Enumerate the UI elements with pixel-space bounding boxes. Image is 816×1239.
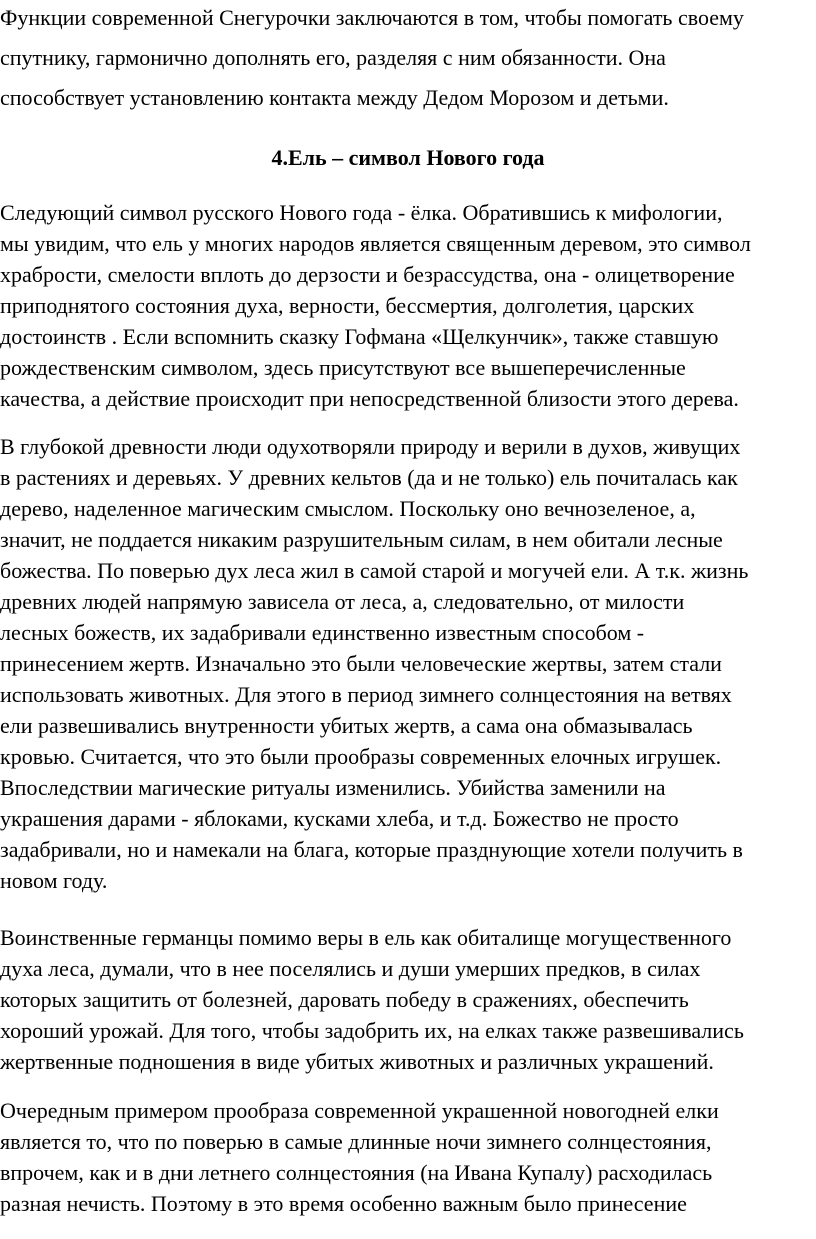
paragraph-line: достоинств . Если вспомнить сказку Гофмана «Щелкунчик», также ставшую — [0, 324, 719, 349]
paragraph-line: Следующий символ русского Нового года - ёлка. Обратившись к мифологии, — [0, 200, 723, 225]
paragraph-line: кровью. Считается, что это были прообразы современных елочных игрушек. — [0, 744, 722, 769]
paragraph-line: Воинственные германцы помимо веры в ель как обиталище могущественного — [0, 925, 732, 950]
section-heading: 4.Ель – символ Нового года — [271, 145, 545, 170]
paragraph-line: хороший урожай. Для того, чтобы задобрить их, на елках также развешивались — [0, 1018, 744, 1043]
paragraph-line: духа леса, думали, что в нее поселялись и души умерших предков, в силах — [0, 956, 701, 981]
paragraph-line: дерево, наделенное магическим смыслом. Поскольку оно вечнозеленое, а, — [0, 496, 696, 521]
paragraph-line: В глубокой древности люди одухотворяли природу и верили в духов, живущих — [0, 434, 741, 459]
paragraph-line: храбрости, смелости вплоть до дерзости и безрассудства, она - олицетворение — [0, 262, 735, 287]
paragraph-line: ели развешивались внутренности убитых жертв, а сама она обмазывалась — [0, 713, 693, 738]
paragraph-line: лесных божеств, их задабривали единственно известным способом - — [0, 620, 645, 645]
paragraph-line: мы увидим, что ель у многих народов является священным деревом, это символ — [0, 231, 751, 256]
paragraph-line: Впоследствии магические ритуалы изменились. Убийства заменили на — [0, 775, 666, 800]
paragraph-line: разная нечисть. Поэтому в это время особенно важным было принесение — [0, 1191, 687, 1216]
paragraph-line: принесением жертв. Изначально это были человеческие жертвы, затем стали — [0, 651, 722, 676]
paragraph-line: впрочем, как и в дни летнего солнцестояния (на Ивана Купалу) расходилась — [0, 1160, 713, 1185]
paragraph-line: жертвенные подношения в виде убитых животных и различных украшений. — [0, 1049, 714, 1074]
paragraph-line: приподнятого состояния духа, верности, бессмертия, долголетия, царских — [0, 293, 695, 318]
paragraph-line: использовать животных. Для этого в период зимнего солнцестояния на ветвях — [0, 682, 732, 707]
paragraph-line: древних людей напрямую зависела от леса, а, следовательно, от милости — [0, 589, 685, 614]
paragraph-line: украшения дарами - яблоками, кусками хлеба, и т.д. Божество не просто — [0, 806, 679, 831]
intro-line: Функции современной Снегурочки заключаются в том, чтобы помогать своему — [0, 5, 744, 30]
paragraph-line: значит, не поддается никаким разрушительным силам, в нем обитали лесные — [0, 527, 723, 552]
paragraph-line: божества. По поверью дух леса жил в самой старой и могучей ели. А т.к. жизнь — [0, 558, 749, 583]
paragraph-line: Очередным примером прообраза современной украшенной новогодней елки — [0, 1098, 719, 1123]
intro-line: спутнику, гармонично дополнять его, разделяя с ним обязанности. Она — [0, 45, 666, 70]
paragraph-line: в растениях и деревьях. У древних кельтов (да и не только) ель почиталась как — [0, 465, 738, 490]
paragraph-line: новом году. — [0, 868, 108, 893]
paragraph-line: задабривали, но и намекали на блага, которые празднующие хотели получить в — [0, 837, 743, 862]
paragraph-line: является то, что по поверью в самые длинные ночи зимнего солнцестояния, — [0, 1129, 712, 1154]
paragraph-line: которых защитить от болезней, даровать победу в сражениях, обеспечить — [0, 987, 689, 1012]
paragraph-line: качества, а действие происходит при непосредственной близости этого дерева. — [0, 386, 739, 411]
paragraph-line: рождественским символом, здесь присутствуют все вышеперечисленные — [0, 355, 686, 380]
intro-line: способствует установлению контакта между Дедом Морозом и детьми. — [0, 85, 669, 110]
